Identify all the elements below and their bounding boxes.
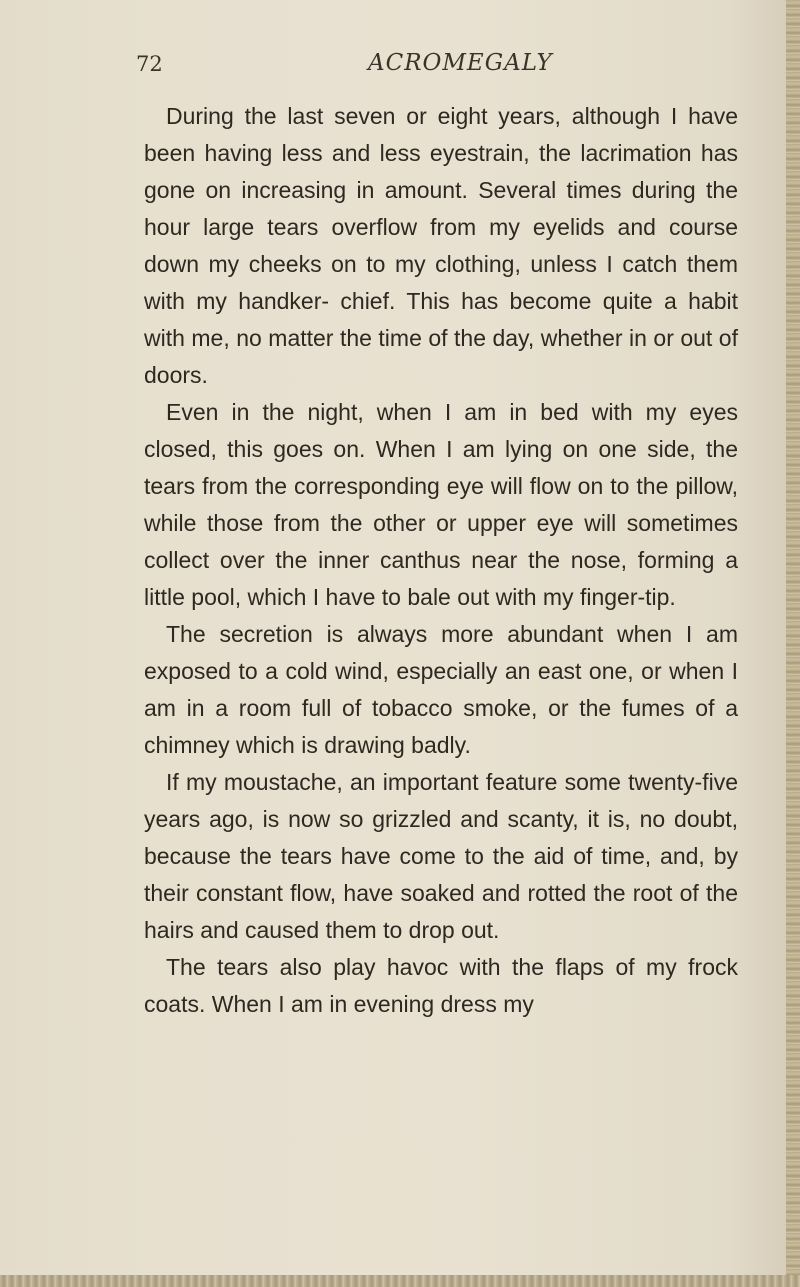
running-head [136,48,736,82]
paragraph: If my moustache, an important feature some twenty-five years ago, is now so grizzled and scanty, it is, no doubt, because the tears have come to the aid of time, and, by their constant flow, have soaked and rotted the root of the hairs and caused them to drop out. [144,769,738,943]
page-number: 72 [136,52,163,76]
body-text [144,98,738,1023]
paragraph: During the last seven or eight years, although I have been having less and less eyestrain, the lacrimation has gone on increasing in amount. Several times during the hour large tears overflow from my eyelids and course down my cheeks on to my clothing, unless I catch them with my handker- chief. This has become quite a habit with me, no matter the time of the day, whether in or out of doors. [144,103,738,388]
page-bottom-edge [0,1275,800,1287]
page-fore-edge [786,0,800,1287]
paragraph: The secretion is always more abundant when I am exposed to a cold wind, especially an east one, or when I am in a room full of tobacco smoke, or the fumes of a chimney which is drawing badly. [144,621,738,758]
paragraph: The tears also play havoc with the flaps of my frock coats. When I am in evening dress my [144,954,738,1017]
running-title: ACROMEGALY [368,50,553,76]
paragraph: Even in the night, when I am in bed with my eyes closed, this goes on. When I am lying on one side, the tears from the corresponding eye will flow on to the pillow, while those from the other or upper eye will sometimes collect over the inner canthus near the nose, forming a little pool, which I have to bale out with my finger-tip. [144,399,738,610]
